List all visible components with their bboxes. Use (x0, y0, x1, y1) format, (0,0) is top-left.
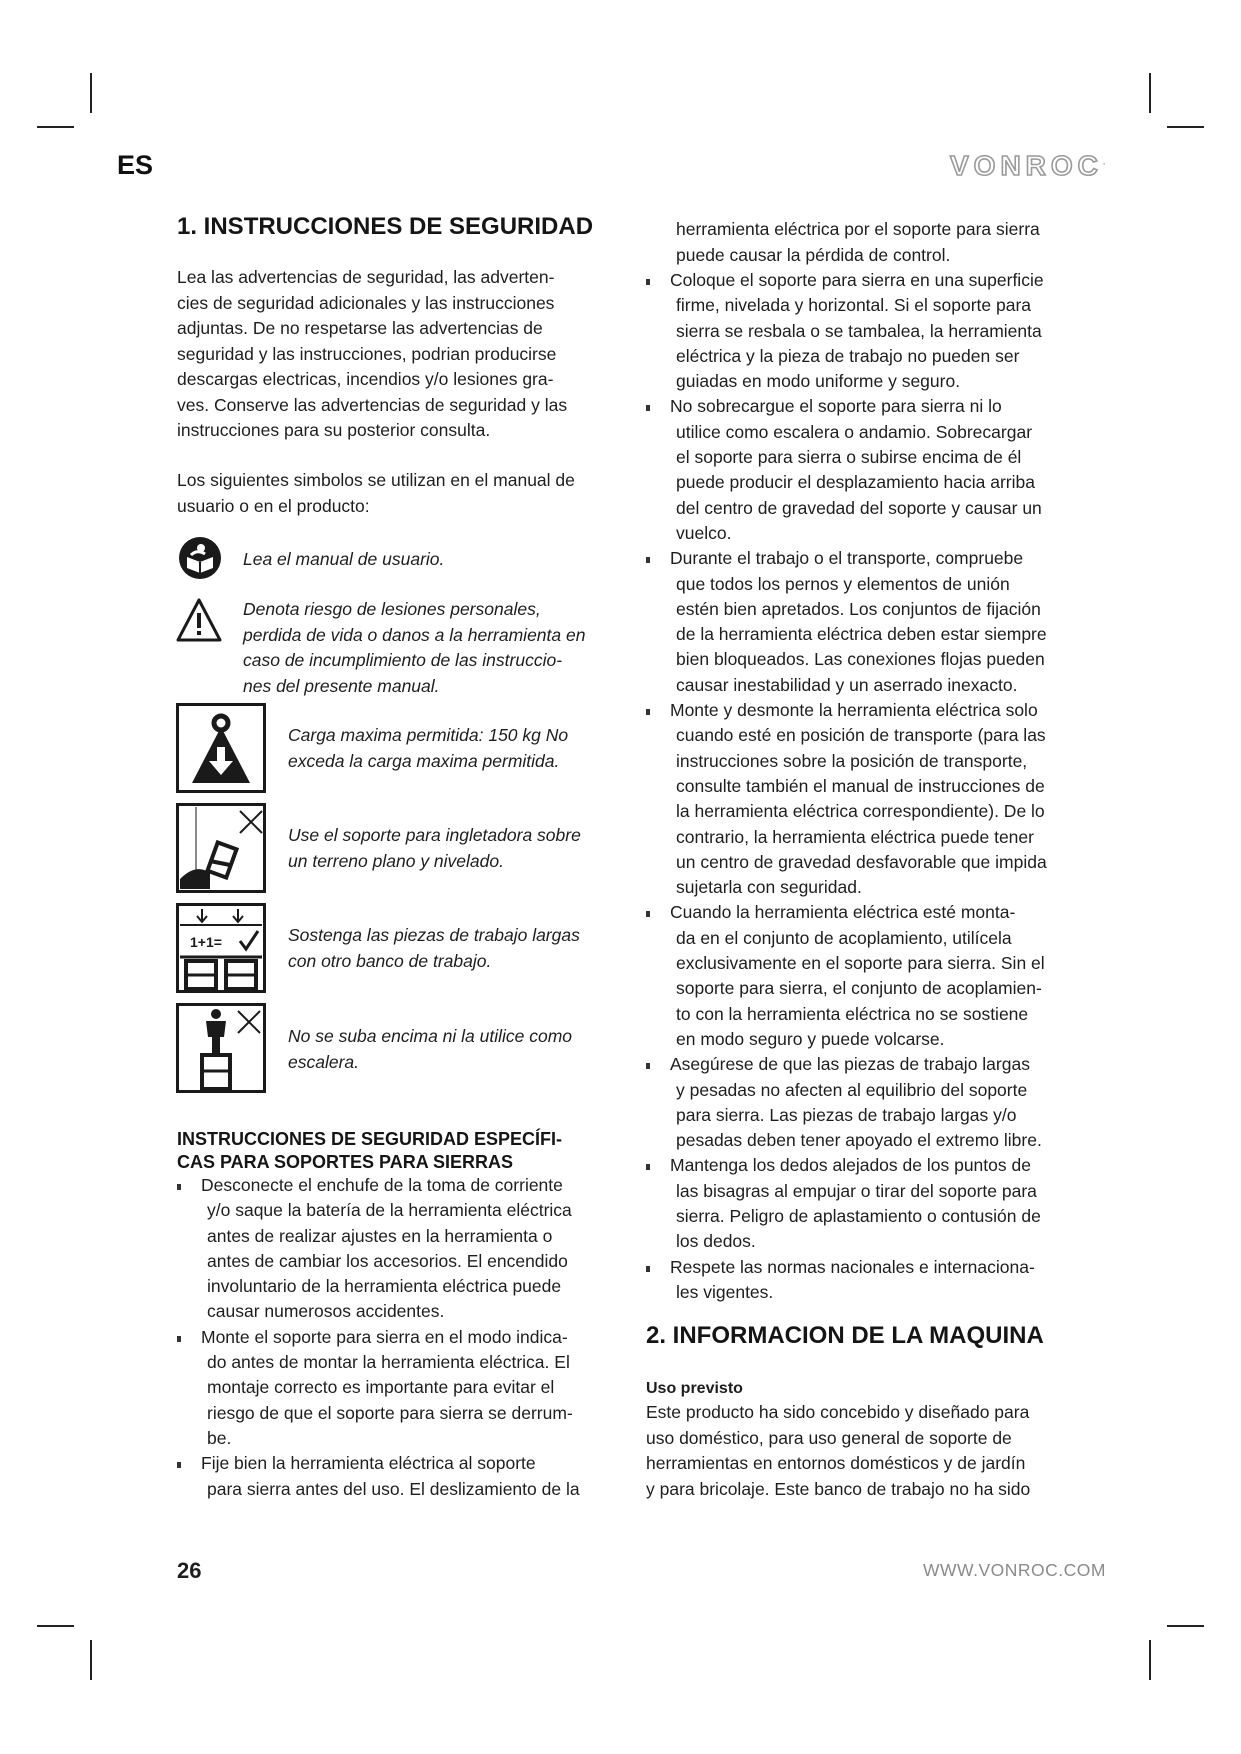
heading-line: CAS PARA SOPORTES PARA SIERRAS (177, 1152, 514, 1172)
symbol-text-line: Sostenga las piezas de trabajo largas (288, 925, 580, 945)
crop-mark (1149, 1640, 1151, 1680)
bullet-line: pesadas deben tener apoyado el extremo libre. (676, 1130, 1042, 1151)
bullet-line: exclusivamente en el soporte para sierra. Sin el (676, 953, 1045, 974)
text-line: uso doméstico, para uso general de soporte de (646, 1427, 1012, 1448)
bullet-line: Monte el soporte para sierra en el modo indica- (201, 1326, 568, 1347)
level-ground-icon (176, 803, 266, 898)
specific-safety-title (177, 1128, 637, 1174)
bullet-marker (177, 1462, 181, 1468)
crop-mark (90, 73, 92, 113)
right-continuation (676, 217, 1136, 268)
bullet-item (177, 1173, 637, 1325)
symbol-text-level-ground (288, 823, 581, 874)
text-line: herramienta eléctrica por el soporte para sierra (676, 219, 1040, 239)
bullet-line: las bisagras al empujar o tirar del soporte para (676, 1180, 1037, 1201)
crop-mark (1167, 1625, 1204, 1627)
crop-mark (1167, 126, 1204, 128)
bullet-line: instrucciones sobre la posición de transporte, (676, 750, 1028, 771)
bullet-line: da en el conjunto de acoplamiento, utilícela (676, 927, 1012, 948)
section2-body (646, 1400, 1126, 1502)
symbol-text-line: No se suba encima ni la utilice como (288, 1026, 573, 1046)
bullet-line: utilice como escalera o andamio. Sobrecargar (676, 421, 1033, 442)
bullet-line: Fije bien la herramienta eléctrica al soporte (201, 1453, 536, 1474)
text-line: adjuntas. De no respetarse las advertencias de (177, 318, 543, 338)
bullet-line: puede producir el desplazamiento hacia arriba (676, 472, 1035, 493)
bullet-line: antes de realizar ajustes en la herramienta o (207, 1225, 553, 1246)
bullet-item (646, 546, 1136, 698)
bullet-line: estén bien apretados. Los conjuntos de fijación (676, 598, 1041, 619)
bullet-line: les vigentes. (676, 1281, 774, 1302)
manual-icon (177, 535, 223, 586)
text-line: ves. Conserve las advertencias de seguridad y las (177, 394, 568, 415)
bullet-line: consulte también el manual de instrucciones de (676, 775, 1045, 796)
bullet-marker (646, 1164, 650, 1170)
bullet-line: y/o saque la batería de la herramienta eléctrica (207, 1200, 572, 1221)
section-title-2: 2. INFORMACION DE LA MAQUINA (646, 1322, 1044, 1349)
bullet-item (177, 1325, 637, 1451)
bullet-line: eléctrica y la pieza de trabajo no pueden ser (676, 345, 1020, 366)
bullet-marker (646, 557, 650, 563)
bullet-marker (646, 405, 650, 411)
bullet-line: riesgo de que el soporte para sierra se derrum- (207, 1402, 573, 1423)
bullet-line: be. (207, 1427, 232, 1448)
bullet-line: para sierra. Las piezas de trabajo largas y/o (676, 1104, 1017, 1125)
support-workpiece-icon (176, 903, 266, 998)
bullet-marker (646, 1063, 650, 1069)
bullet-line: el soporte para sierra o subirse encima de él (676, 447, 1022, 468)
symbol-text-line: Lea el manual de usuario. (243, 549, 445, 569)
bullet-line: Durante el trabajo o el transporte, compruebe (670, 548, 1024, 569)
symbol-text-line: un terreno plano y nivelado. (288, 850, 504, 871)
symbol-text-line: Carga maxima permitida: 150 kg No (288, 725, 569, 745)
bullet-line: do antes de montar la herramienta eléctrica. El (207, 1352, 570, 1373)
bullet-item (646, 1052, 1136, 1153)
bullet-marker (646, 911, 650, 917)
max-load-icon (176, 703, 266, 798)
bullet-line: sujetarla con seguridad. (676, 877, 862, 898)
website-url: WWW.VONROC.COM (923, 1560, 1106, 1580)
bullet-line: los dedos. (676, 1231, 756, 1252)
bullet-line: firme, nivelada y horizontal. Si el soporte para (676, 295, 1032, 316)
brand-logo: VONROC. (950, 150, 1106, 181)
bullet-item (646, 1255, 1136, 1306)
bullet-item (646, 1153, 1136, 1254)
right-bullet-list (646, 268, 1136, 1305)
symbol-text-line: exceda la carga maxima permitida. (288, 750, 560, 771)
bullet-line: sierra se resbala o se tambalea, la herramienta (676, 320, 1042, 341)
bullet-item (646, 698, 1136, 900)
page-number: 26 (177, 1558, 202, 1583)
bullet-line: un centro de gravedad desfavorable que impida (676, 851, 1047, 872)
symbol-text-line: perdida de vida o danos a la herramienta en (243, 624, 586, 645)
bullet-marker (646, 279, 650, 285)
bullet-item (177, 1451, 637, 1502)
symbol-text-support (288, 923, 580, 974)
bullet-line: soporte para sierra, el conjunto de acoplamien- (676, 978, 1042, 999)
text-line: Este producto ha sido concebido y diseñado para (646, 1402, 1030, 1422)
bullet-line: Respete las normas nacionales e internaciona- (670, 1256, 1035, 1277)
warning-triangle-icon (175, 597, 223, 648)
left-bullet-list (177, 1173, 637, 1502)
symbol-text-line: Denota riesgo de lesiones personales, (243, 599, 541, 619)
bullet-line: guiadas en modo uniforme y seguro. (676, 371, 961, 392)
bullet-line: la herramienta eléctrica correspondiente). De lo (676, 801, 1045, 822)
bullet-line: Monte y desmonte la herramienta eléctrica solo (670, 700, 1038, 721)
text-line: descargas electricas, incendios y/o lesiones gra- (177, 369, 554, 389)
bullet-item (646, 900, 1136, 1052)
bullet-line: para sierra antes del uso. El deslizamiento de la (207, 1478, 580, 1499)
bullet-line: involuntario de la herramienta eléctrica puede (207, 1276, 562, 1297)
text-line: cies de seguridad adicionales y las instrucciones (177, 292, 555, 313)
bullet-line: bien bloqueados. Las conexiones flojas pueden (676, 649, 1045, 670)
svg-text:1+1=: 1+1= (190, 934, 222, 950)
bullet-line: en modo seguro y puede volcarse. (676, 1028, 945, 1049)
bullet-line: de la herramienta eléctrica deben estar siempre (676, 624, 1047, 645)
symbol-text-line: con otro banco de trabajo. (288, 950, 492, 971)
symbol-text-warning (243, 597, 585, 699)
bullet-line: Cuando la herramienta eléctrica esté monta- (670, 902, 1016, 923)
intro-paragraph (177, 265, 627, 444)
bullet-line: antes de cambiar los accesorios. El encendido (207, 1250, 568, 1271)
crop-mark (37, 1625, 74, 1627)
bullet-line: No sobrecargue el soporte para sierra ni lo (670, 396, 1002, 417)
text-line: Los siguientes simbolos se utilizan en el manual de (177, 470, 575, 490)
text-line: instrucciones para su posterior consulta. (177, 420, 491, 440)
bullet-line: Mantenga los dedos alejados de los puntos de (670, 1155, 1031, 1176)
symbol-text-line: Use el soporte para ingletadora sobre (288, 825, 581, 845)
symbol-text-line: caso de incumplimiento de las instruccio- (243, 650, 563, 670)
text-line: usuario o en el producto: (177, 495, 370, 516)
bullet-item (646, 268, 1136, 394)
bullet-line: to con la herramienta eléctrica no se sostiene (676, 1003, 1029, 1024)
bullet-line: sierra. Peligro de aplastamiento o contusión de (676, 1205, 1041, 1226)
crop-mark (90, 1640, 92, 1680)
bullet-line: y pesadas no afecten al equilibrio del soporte (676, 1079, 1028, 1100)
text-line: y para bricolaje. Este banco de trabajo no ha sido (646, 1478, 1031, 1499)
symbol-text-line: escalera. (288, 1051, 360, 1072)
bullet-line: Coloque el soporte para sierra en una superficie (670, 270, 1044, 290)
bullet-line: cuando esté en posición de transporte (para las (676, 725, 1046, 746)
heading-line: INSTRUCCIONES DE SEGURIDAD ESPECÍFI- (177, 1129, 563, 1149)
bullet-marker (646, 1266, 650, 1272)
bullet-item (646, 394, 1136, 546)
bullet-marker (646, 709, 650, 715)
text-line: Lea las advertencias de seguridad, las adverten- (177, 267, 555, 287)
bullet-marker (177, 1184, 181, 1190)
bullet-line: contrario, la herramienta eléctrica puede tener (676, 826, 1034, 847)
symbol-text-line: nes del presente manual. (243, 675, 440, 696)
section-title: 1. INSTRUCCIONES DE SEGURIDAD (177, 213, 594, 240)
symbol-text-no-climbing (288, 1024, 572, 1075)
subsection-title: Uso previsto (646, 1380, 743, 1397)
bullet-line: causar numerosos accidentes. (207, 1301, 445, 1322)
text-line: puede causar la pérdida de control. (676, 244, 951, 265)
bullet-marker (177, 1336, 181, 1342)
crop-mark (1149, 73, 1151, 113)
symbol-text-max-load (288, 723, 568, 774)
text-line: herramientas en entornos domésticos y de jardín (646, 1453, 1026, 1473)
crop-mark (37, 126, 74, 128)
bullet-line: montaje correcto es importante para evitar el (207, 1377, 555, 1398)
bullet-line: Asegúrese de que las piezas de trabajo largas (670, 1054, 1030, 1075)
text-line: seguridad y las instrucciones, podrian producirse (177, 343, 557, 364)
language-code: ES (117, 150, 154, 180)
symbol-text-manual (243, 547, 444, 573)
bullet-line: causar inestabilidad y un aserrado inexacto. (676, 674, 1018, 695)
bullet-line: vuelco. (676, 522, 732, 543)
no-climbing-icon (176, 1003, 266, 1098)
bullet-line: Desconecte el enchufe de la toma de corriente (201, 1175, 563, 1195)
symbols-intro (177, 468, 627, 519)
bullet-line: del centro de gravedad del soporte y causar un (676, 497, 1042, 518)
bullet-line: que todos los pernos y elementos de unión (676, 573, 1010, 594)
